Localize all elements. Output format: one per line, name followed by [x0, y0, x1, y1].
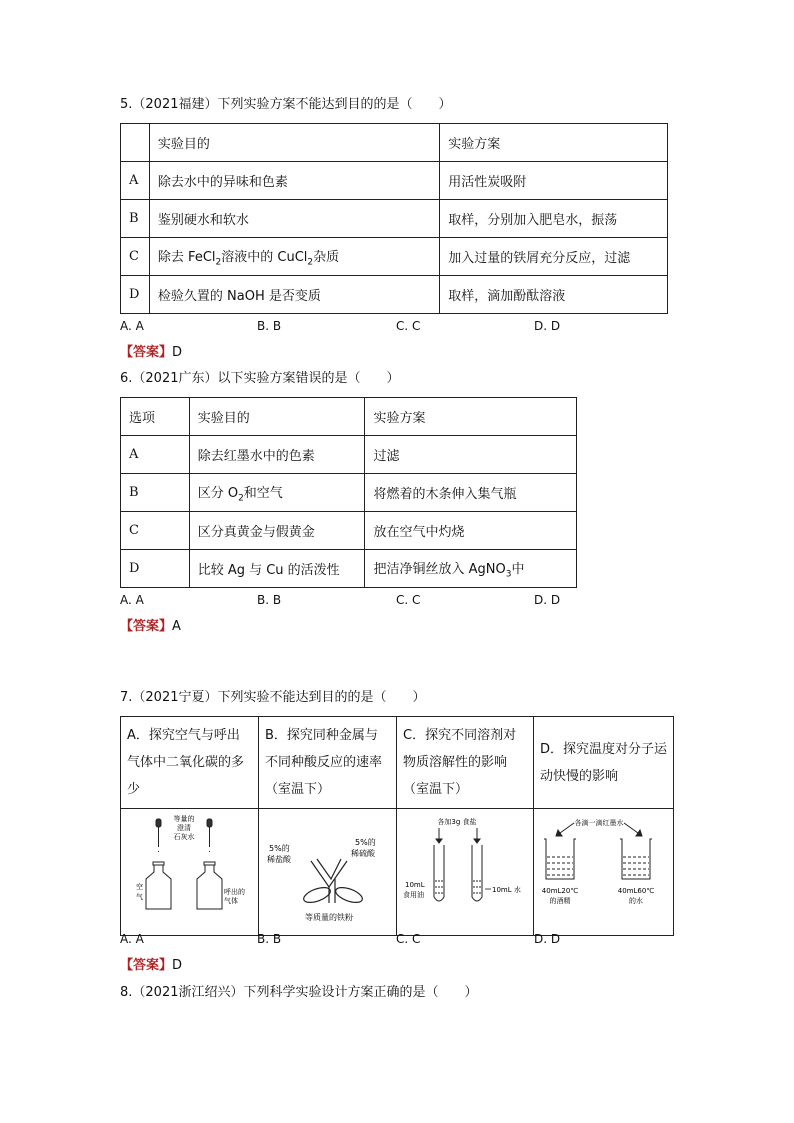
subscript: 2: [238, 493, 244, 504]
table-row: [121, 276, 668, 314]
q7-cell-b: B．探究同种金属与不同种酸反应的速率（室温下）: [259, 717, 397, 809]
row-key: B: [121, 474, 190, 512]
table-header-cell: 实验目的: [149, 124, 439, 162]
table-header-cell: [121, 124, 150, 162]
q7-stem: 7.（2021宁夏）下列实验不能达到目的的是（ ）: [120, 690, 426, 705]
figure-d-beakers: [534, 809, 672, 925]
figure-b-y-tube: [259, 809, 395, 925]
row-goal: 比较 Ag 与 Cu 的活泼性: [189, 550, 365, 588]
row-key: B: [121, 200, 150, 238]
row-goal: 区分真黄金与假黄金: [189, 512, 365, 550]
table-row: [121, 436, 577, 474]
option-b: B. B: [257, 932, 282, 946]
option-c: C. C: [396, 593, 421, 607]
row-plan: 加入过量的铁屑充分反应，过滤: [440, 238, 668, 276]
figure-label: 呼出的: [224, 888, 245, 896]
figure-d-cell: [534, 809, 674, 936]
row-plan: 将燃着的木条伸入集气瓶: [365, 474, 577, 512]
dropper-left: [156, 819, 161, 853]
goal-text: 杂质: [313, 249, 340, 265]
row-goal: 除去水中的异味和色素: [149, 162, 439, 200]
option-d: D. D: [534, 932, 561, 946]
beaker-right: [620, 839, 652, 879]
goal-text: 和空气: [243, 485, 283, 501]
row-key: C: [121, 512, 190, 550]
figure-row: [121, 809, 674, 936]
q6-table: [120, 397, 577, 588]
figure-c-test-tubes: [397, 809, 532, 925]
figure-label: 气体: [224, 897, 238, 905]
answer-label: 【答案】: [120, 345, 173, 360]
row-goal: 检验久置的 NaOH 是否变质: [149, 276, 439, 314]
figure-label: 澄清: [177, 824, 191, 832]
q7-answer: [120, 957, 182, 975]
table-row: [121, 550, 577, 588]
figure-label: 5%的: [269, 844, 290, 853]
table-header-cell: 实验目的: [189, 398, 365, 436]
figure-b-cell: [259, 809, 397, 936]
row-plan: 过滤: [365, 436, 577, 474]
figure-label: 等质量的铁粉: [305, 913, 353, 922]
goal-text: 除去 FeCl: [157, 249, 216, 265]
figure-label: 食用油: [403, 891, 424, 899]
row-key: D: [121, 550, 190, 588]
figure-label: 等量的: [173, 815, 195, 823]
q7-cell-d: D．探究温度对分子运动快慢的影响: [534, 717, 674, 809]
q8-stem: 8.（2021浙江绍兴）下列科学实验设计方案正确的是（ ）: [120, 985, 478, 1000]
answer-value: A: [172, 619, 181, 634]
answer-value: D: [172, 958, 183, 973]
q5-table: [120, 123, 668, 314]
row-key: A: [121, 162, 150, 200]
figure-c-cell: [397, 809, 534, 936]
option-d: D. D: [534, 593, 561, 607]
figure-label: 各加3g 食盐: [437, 818, 477, 826]
table-header-cell: 实验方案: [365, 398, 577, 436]
table-header-row: [121, 717, 674, 809]
figure-label: 石灰水: [173, 833, 195, 841]
plan-text: 中: [511, 561, 525, 577]
figure-label: 的酒精: [549, 897, 571, 905]
row-plan: 取样，滴加酚酞溶液: [440, 276, 668, 314]
subscript: 3: [505, 569, 512, 580]
table-header-row: [121, 398, 577, 436]
row-key: D: [121, 276, 150, 314]
bottle-right: [197, 862, 222, 909]
goal-text: 溶液中的 CuCl: [221, 249, 308, 265]
figure-label: 各滴一滴红墨水: [574, 819, 624, 827]
option-b: B. B: [257, 319, 282, 333]
arrow-icon: [436, 828, 480, 843]
answer-label: 【答案】: [120, 619, 173, 634]
q5-answer: [120, 344, 182, 362]
subscript: 2: [307, 257, 314, 268]
figure-label: 5%的: [355, 838, 376, 847]
row-goal: 鉴别硬水和软水: [149, 200, 439, 238]
plan-text: 把洁净铜丝放入 AgNO: [373, 561, 506, 577]
figure-a-limewater-bottles: [121, 809, 257, 925]
row-plan: 取样，分别加入肥皂水，振荡: [440, 200, 668, 238]
row-key: A: [121, 436, 190, 474]
figure-label: 稀硫酸: [351, 849, 375, 858]
table-header-cell: 选项: [121, 398, 190, 436]
figure-label: 40mL60℃: [617, 887, 655, 895]
figure-label: 10mL 水: [492, 886, 521, 894]
answer-label: 【答案】: [120, 958, 173, 973]
q6-stem: 6.（2021广东）以下实验方案错误的是（ ）: [120, 371, 400, 386]
row-plan: [365, 550, 577, 588]
answer-value: D: [172, 345, 183, 360]
figure-label: 气: [136, 893, 143, 901]
option-a: A. A: [120, 932, 144, 946]
q6-answer: [120, 618, 181, 636]
option-a: A. A: [120, 319, 144, 333]
figure-label: 的水: [629, 897, 643, 905]
figure-label: 40mL20℃: [541, 887, 579, 895]
figure-label: 10mL: [405, 881, 425, 889]
dropper-right: [207, 819, 212, 853]
y-tube: [302, 859, 364, 905]
table-header-cell: 实验方案: [440, 124, 668, 162]
q5-stem: 5.（2021福建）下列实验方案不能达到目的的是（ ）: [120, 97, 452, 112]
bottle-left: [146, 862, 171, 909]
figure-label: 空: [136, 883, 143, 891]
table-row: [121, 474, 577, 512]
row-goal: [189, 474, 365, 512]
figure-label: 稀盐酸: [267, 855, 291, 864]
row-plan: 放在空气中灼烧: [365, 512, 577, 550]
row-key: C: [121, 238, 150, 276]
table-row: [121, 200, 668, 238]
beaker-left: [544, 839, 576, 879]
table-row: [121, 162, 668, 200]
row-goal: 除去红墨水中的色素: [189, 436, 365, 474]
row-plan: 用活性炭吸附: [440, 162, 668, 200]
test-tube-right: [472, 845, 482, 901]
figure-a-cell: [121, 809, 259, 936]
option-c: C. C: [396, 932, 421, 946]
option-b: B. B: [257, 593, 282, 607]
q7-table: [120, 716, 674, 936]
table-row: [121, 238, 668, 276]
q7-cell-c: C．探究不同溶剂对物质溶解性的影响（室温下）: [397, 717, 534, 809]
goal-text: 区分 O: [197, 485, 239, 501]
table-header-row: [121, 124, 668, 162]
subscript: 2: [215, 257, 222, 268]
test-tube-left: [434, 845, 444, 901]
option-a: A. A: [120, 593, 144, 607]
row-goal: [149, 238, 439, 276]
table-row: [121, 512, 577, 550]
q7-cell-a: A．探究空气与呼出气体中二氧化碳的多少: [121, 717, 259, 809]
option-c: C. C: [396, 319, 421, 333]
option-d: D. D: [534, 319, 561, 333]
